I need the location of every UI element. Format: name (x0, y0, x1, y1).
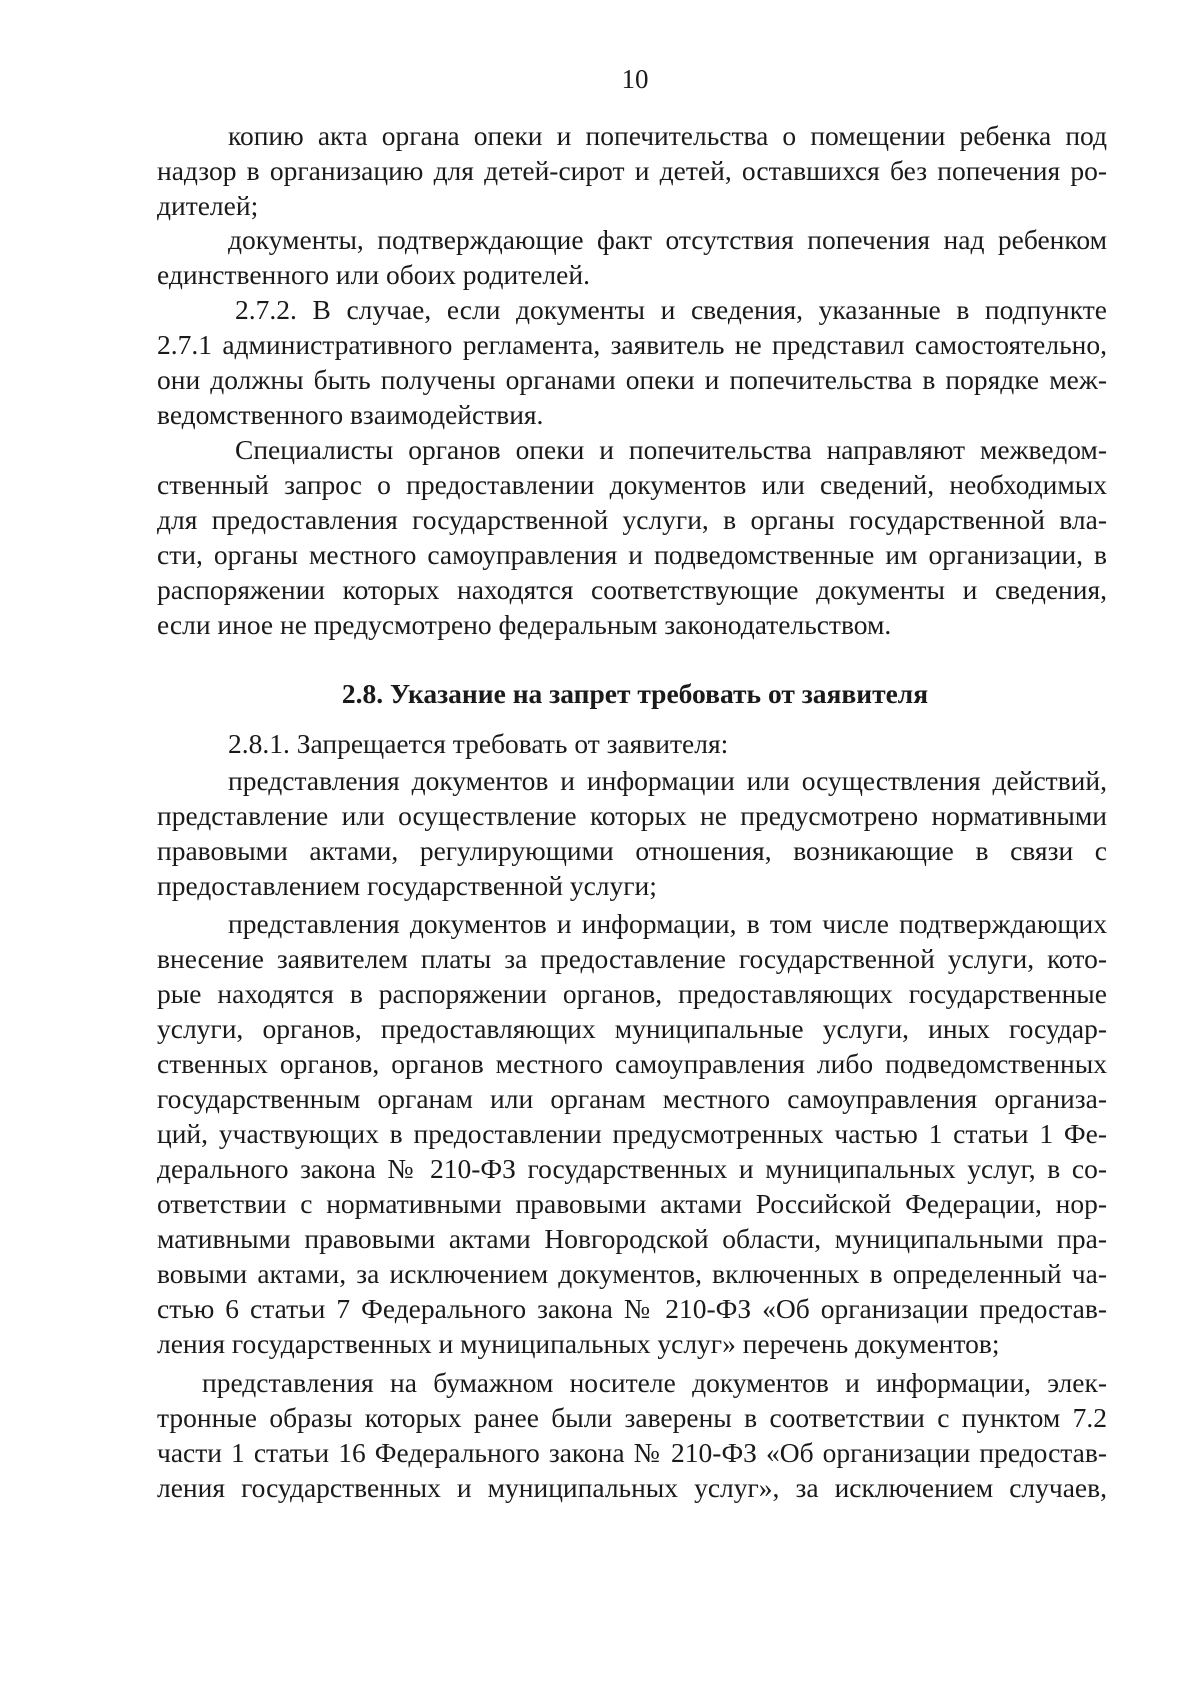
text-line: представление или осуществление которых не предусмотрено нормативными (157, 800, 1107, 831)
text-line: части 1 статьи 16 Федерального закона № 210-ФЗ «Об организации предостав- (157, 1437, 1107, 1468)
text-line: ответствии с нормативными правовыми актами Российской Федерации, нор- (157, 1188, 1107, 1219)
text-line: правовыми актами, регулирующими отношения, возникающие в связи с (157, 835, 1107, 866)
text-line: ведомственного взаимодействия. (157, 399, 544, 430)
text-line: стью 6 статьи 7 Федерального закона № 210-ФЗ «Об организации предостав- (157, 1293, 1107, 1324)
text-line: мативными правовыми актами Новгородской области, муниципальными пра- (157, 1223, 1107, 1254)
text-line: надзор в организацию для детей-сирот и детей, оставшихся без попечения ро- (157, 155, 1107, 186)
text-line: ций, участвующих в предоставлении предусмотренных частью 1 статьи 1 Фе- (157, 1118, 1107, 1149)
text-line: дерального закона № 210-ФЗ государственных и муниципальных услуг, в со- (157, 1153, 1107, 1184)
text-line: внесение заявителем платы за предоставление государственной услуги, кото- (157, 943, 1107, 974)
text-line: ления государственных и муниципальных услуг» перечень документов; (157, 1328, 1000, 1359)
text-line: Специалисты органов опеки и попечительства направляют межведом- (235, 434, 1107, 465)
text-line: 2.7.1 административного регламента, заявитель не представил самостоятельно, (157, 329, 1107, 360)
text-line: услуги, органов, предоставляющих муниципальные услуги, иных государ- (157, 1013, 1107, 1044)
text-line: представления на бумажном носителе документов и информации, элек- (202, 1367, 1107, 1398)
text-line: копию акта органа опеки и попечительства о помещении ребенка под (228, 120, 1107, 151)
text-line: предоставлением государственной услуги; (157, 870, 657, 901)
text-line: 2.8.1. Запрещается требовать от заявителя: (228, 728, 729, 759)
page-number: 10 (621, 64, 649, 94)
text-line: дителей; (157, 190, 259, 221)
text-line: 2.7.2. В случае, если документы и сведения, указанные в подпункте (235, 294, 1107, 325)
text-line: ственных органов, органов местного самоуправления либо подведомственных (157, 1048, 1107, 1079)
section-heading: 2.8. Указание на запрет требовать от заявителя (341, 678, 929, 709)
text-line: единственного или обоих родителей. (157, 259, 590, 290)
text-line: они должны быть получены органами опеки и попечительства в порядке меж- (157, 364, 1107, 395)
text-line: тронные образы которых ранее были заверены в соответствии с пунктом 7.2 (157, 1402, 1107, 1433)
text-line: представления документов и информации, в том числе подтверждающих (228, 908, 1107, 939)
text-line: ления государственных и муниципальных услуг», за исключением случаев, (157, 1472, 1107, 1503)
text-line: государственным органам или органам местного самоуправления организа- (157, 1083, 1107, 1114)
text-line: ственный запрос о предоставлении документов или сведений, необходимых (157, 469, 1107, 500)
text-line: для предоставления государственной услуги, в органы государственной вла- (157, 504, 1107, 535)
text-line: сти, органы местного самоуправления и подведомственные им организации, в (157, 539, 1107, 570)
text-line: распоряжении которых находятся соответствующие документы и сведения, (157, 574, 1107, 605)
text-line: если иное не предусмотрено федеральным законодательством. (157, 609, 892, 640)
text-line: представления документов и информации или осуществления действий, (228, 765, 1107, 796)
text-line: рые находятся в распоряжении органов, предоставляющих государственные (157, 978, 1107, 1009)
text-line: документы, подтверждающие факт отсутствия попечения над ребенком (228, 224, 1107, 255)
text-line: вовыми актами, за исключением документов, включенных в определенный ча- (157, 1258, 1107, 1289)
